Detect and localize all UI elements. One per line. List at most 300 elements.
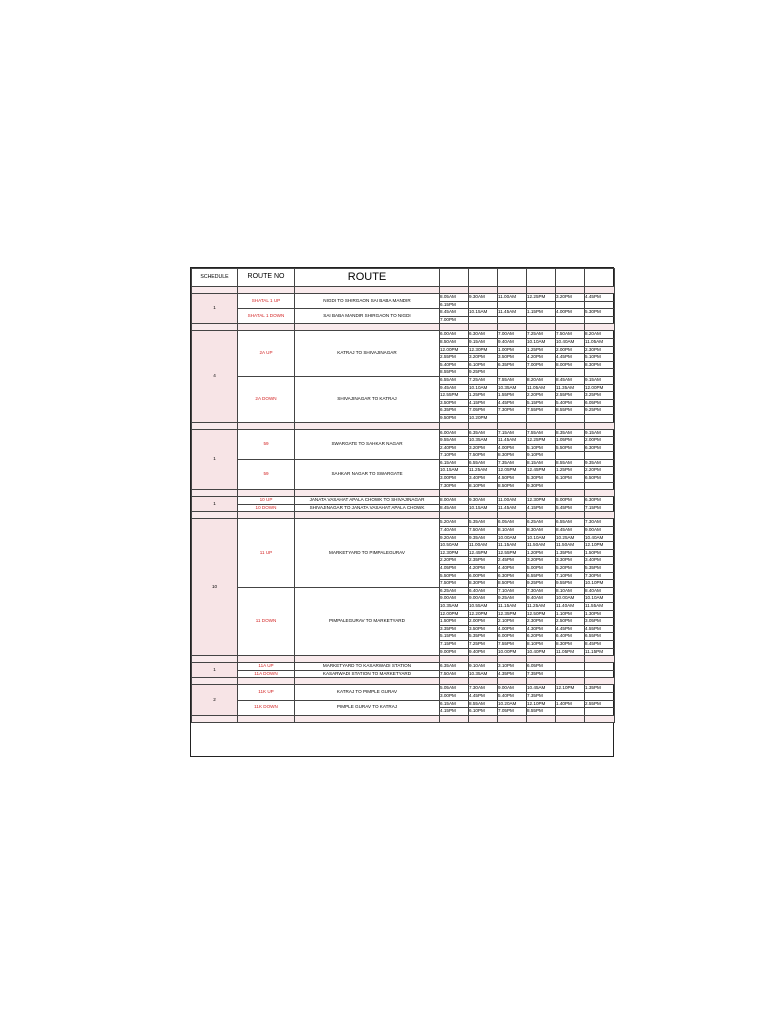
- departure-time: 12.45PM: [469, 549, 498, 557]
- route-name: MARKETYARD TO PIMPALEGURAV: [295, 519, 440, 587]
- departure-time: 6.30PM: [498, 572, 527, 580]
- departure-time: 1.30PM: [585, 610, 615, 618]
- departure-time: 11.15AM: [498, 602, 527, 610]
- departure-time: 10.40AM: [556, 338, 585, 346]
- route-name: MARKETYARD TO KASARWADI STATION: [295, 663, 440, 671]
- departure-time: 5.20PM: [556, 565, 585, 573]
- departure-time: 8.10AM: [498, 527, 527, 535]
- departure-time: 7.25AM: [527, 331, 556, 339]
- departure-time: 1.50PM: [585, 549, 615, 557]
- departure-time: 11.50AM: [527, 542, 556, 550]
- departure-time: 10.25AM: [556, 534, 585, 542]
- departure-time: 6.00PM: [498, 633, 527, 641]
- departure-time: [556, 316, 585, 324]
- departure-time: 5.45PM: [556, 504, 585, 512]
- departure-time: [585, 369, 615, 377]
- departure-time: 6.35PM: [440, 407, 469, 415]
- departure-time: 6.30PM: [585, 497, 615, 505]
- departure-time: 3.40PM: [469, 475, 498, 483]
- departure-time: 10.15AM: [469, 309, 498, 317]
- departure-time: 8.15AM: [527, 459, 556, 467]
- departure-time: [556, 663, 585, 671]
- departure-time: 8.20AM: [527, 376, 556, 384]
- departure-time: 5.30PM: [527, 475, 556, 483]
- departure-time: 2.45PM: [498, 557, 527, 565]
- departure-time: 6.25AM: [527, 519, 556, 527]
- departure-time: 12.50PM: [527, 610, 556, 618]
- route-number: 11A UP: [238, 663, 295, 671]
- departure-time: 5.40PM: [440, 361, 469, 369]
- departure-time: 8.45AM: [556, 527, 585, 535]
- departure-time: 2.55PM: [556, 392, 585, 400]
- departure-time: 8.00PM: [556, 361, 585, 369]
- departure-time: 7.40AM: [440, 527, 469, 535]
- departure-time: 8.10PM: [527, 640, 556, 648]
- table-row: [192, 376, 615, 384]
- departure-time: 12.30PM: [469, 346, 498, 354]
- departure-time: 2.40PM: [440, 444, 469, 452]
- departure-time: 7.55PM: [527, 407, 556, 415]
- departure-time: 12.05PM: [498, 467, 527, 475]
- departure-time: 6.10PM: [469, 361, 498, 369]
- departure-time: 3.05PM: [585, 618, 615, 626]
- departure-time: 8.50PM: [498, 580, 527, 588]
- departure-time: 6.05AM: [498, 519, 527, 527]
- departure-time: 10.55AM: [469, 602, 498, 610]
- schedule-count: 1: [192, 497, 238, 512]
- departure-time: 7.00AM: [498, 331, 527, 339]
- departure-time: 2.50PM: [556, 618, 585, 626]
- departure-time: 9.25PM: [469, 369, 498, 377]
- departure-time: 3.30PM: [556, 557, 585, 565]
- schedule-table: [191, 268, 615, 723]
- departure-time: 11.45AM: [498, 309, 527, 317]
- departure-time: 6.55AM: [556, 519, 585, 527]
- table-row: [192, 663, 615, 671]
- table-row: [192, 700, 615, 708]
- departure-time: 5.50PM: [440, 572, 469, 580]
- departure-time: 9.50PM: [440, 414, 469, 422]
- departure-time: [556, 670, 585, 678]
- departure-time: 2.20PM: [440, 557, 469, 565]
- departure-time: 7.30AM: [527, 587, 556, 595]
- departure-time: 7.50AM: [469, 527, 498, 535]
- departure-time: 7.35PM: [527, 670, 556, 678]
- departure-time: [585, 482, 615, 490]
- departure-time: 7.35AM: [498, 459, 527, 467]
- departure-time: 8.30AM: [527, 527, 556, 535]
- departure-time: 4.55PM: [585, 625, 615, 633]
- schedule-count: 2: [192, 685, 238, 715]
- departure-time: 4.40PM: [498, 565, 527, 573]
- departure-time: [527, 316, 556, 324]
- table-row: [192, 670, 615, 678]
- departure-time: 6.00PM: [469, 572, 498, 580]
- departure-time: 1.50PM: [440, 618, 469, 626]
- departure-time: 7.30AM: [469, 685, 498, 693]
- departure-time: 6.05PM: [585, 399, 615, 407]
- departure-time: 11.00AM: [469, 542, 498, 550]
- departure-time: 3.00PM: [440, 692, 469, 700]
- departure-time: 7.00PM: [527, 361, 556, 369]
- departure-time: 5.00PM: [527, 565, 556, 573]
- table-row: [192, 519, 615, 527]
- header-route-no: ROUTE NO: [238, 269, 295, 287]
- route-name: KATRAJ TO SHIVAJINAGAR: [295, 331, 440, 377]
- departure-time: 3.20PM: [469, 444, 498, 452]
- departure-time: 9.30AM: [469, 497, 498, 505]
- departure-time: 5.15PM: [527, 399, 556, 407]
- departure-time: 12.35PM: [498, 610, 527, 618]
- departure-time: 7.50AM: [556, 331, 585, 339]
- route-number: 59: [238, 459, 295, 489]
- departure-time: 5.40PM: [498, 692, 527, 700]
- departure-time: 7.05PM: [469, 407, 498, 415]
- route-number: 59: [238, 429, 295, 459]
- departure-time: 10.35AM: [469, 670, 498, 678]
- departure-time: 12.55PM: [440, 392, 469, 400]
- departure-time: 6.55AM: [469, 459, 498, 467]
- departure-time: 11.25AM: [469, 467, 498, 475]
- departure-time: 5.10PM: [527, 444, 556, 452]
- departure-time: 9.35AM: [469, 534, 498, 542]
- departure-time: 6.15AM: [440, 700, 469, 708]
- departure-time: 12.20PM: [469, 610, 498, 618]
- departure-time: 10.15AM: [469, 504, 498, 512]
- departure-time: 10.40AM: [585, 534, 615, 542]
- departure-time: 7.15AM: [498, 429, 527, 437]
- departure-time: 2.20PM: [527, 392, 556, 400]
- departure-time: [585, 708, 615, 716]
- departure-time: 8.30PM: [585, 361, 615, 369]
- departure-time: 7.15PM: [440, 640, 469, 648]
- departure-time: 7.30PM: [585, 572, 615, 580]
- schedule-count: 10: [192, 519, 238, 656]
- departure-time: 1.25PM: [527, 346, 556, 354]
- route-name: SAHKAR NAGAR TO SWARGATE: [295, 459, 440, 489]
- table-row: [192, 497, 615, 505]
- table-row: [192, 459, 615, 467]
- separator-row: [192, 490, 615, 497]
- departure-time: 5.30PM: [585, 309, 615, 317]
- route-name: SHIVAJINAGAR TO JANATA VASAHAT APALA CHOWK: [295, 504, 440, 512]
- route-name: KASARWADI STATION TO MARKETYARD: [295, 670, 440, 678]
- departure-time: [556, 482, 585, 490]
- departure-time: 5.20AM: [440, 519, 469, 527]
- departure-time: 6.35AM: [469, 429, 498, 437]
- departure-time: [498, 369, 527, 377]
- separator-row: [192, 715, 615, 722]
- departure-time: 6.35PM: [498, 361, 527, 369]
- table-row: [192, 429, 615, 437]
- departure-time: [556, 369, 585, 377]
- departure-time: 5.10PM: [585, 354, 615, 362]
- departure-time: 6.55PM: [585, 633, 615, 641]
- header-route: ROUTE: [295, 269, 440, 287]
- route-name: PIMPLE GURAV TO KATRAJ: [295, 700, 440, 715]
- departure-time: [527, 414, 556, 422]
- departure-time: 9.00PM: [440, 648, 469, 656]
- departure-time: 5.35AM: [469, 519, 498, 527]
- departure-time: 4.45PM: [556, 625, 585, 633]
- departure-time: [556, 452, 585, 460]
- departure-time: 7.25AM: [469, 376, 498, 384]
- departure-time: 9.35AM: [585, 459, 615, 467]
- departure-time: 4.00PM: [556, 309, 585, 317]
- departure-time: 8.40AM: [585, 587, 615, 595]
- departure-time: 8.45PM: [585, 640, 615, 648]
- departure-time: 7.05PM: [498, 708, 527, 716]
- departure-time: 4.20PM: [469, 565, 498, 573]
- table-row: [192, 504, 615, 512]
- departure-time: 11.15AM: [498, 542, 527, 550]
- departure-time: 6.10PM: [469, 708, 498, 716]
- departure-time: 7.15PM: [585, 504, 615, 512]
- departure-time: 8.10PM: [469, 482, 498, 490]
- departure-time: 9.55AM: [440, 437, 469, 445]
- departure-time: 6.15AM: [440, 459, 469, 467]
- departure-time: [585, 301, 615, 309]
- departure-time: 9.00AM: [440, 595, 469, 603]
- departure-time: 11.00AM: [498, 497, 527, 505]
- departure-time: 8.00AM: [440, 497, 469, 505]
- departure-time: 1.35PM: [556, 549, 585, 557]
- departure-time: 9.15AM: [585, 376, 615, 384]
- departure-time: 8.45AM: [556, 376, 585, 384]
- route-number: 10 DOWN: [238, 504, 295, 512]
- departure-time: 9.40AM: [527, 595, 556, 603]
- departure-time: 12.10PM: [556, 685, 585, 693]
- departure-time: 10.45AM: [527, 685, 556, 693]
- departure-time: 12.45PM: [527, 467, 556, 475]
- departure-time: 3.10PM: [498, 663, 527, 671]
- departure-time: [469, 301, 498, 309]
- departure-time: 2.00PM: [556, 346, 585, 354]
- departure-time: 6.30AM: [469, 331, 498, 339]
- route-name: KATRAJ TO PIMPLE GURAV: [295, 685, 440, 700]
- departure-time: 1.05PM: [556, 437, 585, 445]
- departure-time: 10.10AM: [527, 338, 556, 346]
- route-name: SHIVAJINAGAR TO KATRAJ: [295, 376, 440, 422]
- departure-time: 7.10AM: [498, 587, 527, 595]
- departure-time: 6.55PM: [527, 572, 556, 580]
- departure-time: 10.20AM: [498, 700, 527, 708]
- route-number: 11 DOWN: [238, 587, 295, 655]
- departure-time: 9.25AM: [498, 595, 527, 603]
- departure-time: 9.00AM: [498, 685, 527, 693]
- route-number: 2A DOWN: [238, 376, 295, 422]
- departure-time: 12.00PM: [585, 384, 615, 392]
- departure-time: 5.40PM: [556, 399, 585, 407]
- route-number: 11 UP: [238, 519, 295, 587]
- departure-time: 7.00PM: [440, 316, 469, 324]
- table-row: [192, 309, 615, 317]
- separator-row: [192, 656, 615, 663]
- departure-time: 11.05AM: [585, 338, 615, 346]
- route-number: 11K UP: [238, 685, 295, 700]
- schedule-count: 1: [192, 294, 238, 324]
- departure-time: 1.40PM: [556, 700, 585, 708]
- departure-time: 1.25PM: [556, 467, 585, 475]
- departure-time: 6.05PM: [527, 663, 556, 671]
- departure-time: 2.55PM: [585, 700, 615, 708]
- departure-time: [498, 301, 527, 309]
- departure-time: 7.10PM: [440, 452, 469, 460]
- departure-time: 6.50PM: [585, 475, 615, 483]
- departure-time: 3.50PM: [498, 354, 527, 362]
- departure-time: 4.15PM: [440, 708, 469, 716]
- departure-time: 2.35PM: [469, 557, 498, 565]
- separator-row: [192, 678, 615, 685]
- departure-time: 12.30PM: [527, 497, 556, 505]
- departure-time: 7.55AM: [498, 376, 527, 384]
- separator-row: [192, 422, 615, 429]
- departure-time: 1.00PM: [498, 346, 527, 354]
- departure-time: 9.10PM: [527, 452, 556, 460]
- departure-time: 11.55AM: [585, 602, 615, 610]
- departure-time: 2.10PM: [498, 618, 527, 626]
- departure-time: 2.30PM: [527, 618, 556, 626]
- departure-time: 12.30PM: [440, 549, 469, 557]
- departure-time: 8.55AM: [469, 700, 498, 708]
- route-number: SHATAL 1 DOWN: [238, 309, 295, 324]
- departure-time: 4.30PM: [527, 625, 556, 633]
- departure-time: 1.20PM: [527, 549, 556, 557]
- departure-time: 11.05AM: [527, 384, 556, 392]
- departure-time: 8.50PM: [498, 482, 527, 490]
- departure-time: 5.35PM: [585, 565, 615, 573]
- departure-time: 6.40PM: [556, 633, 585, 641]
- departure-time: 10.35AM: [469, 437, 498, 445]
- departure-time: 3.25PM: [585, 392, 615, 400]
- departure-time: 10.50AM: [440, 542, 469, 550]
- departure-time: 8.20AM: [585, 331, 615, 339]
- departure-time: 3.50PM: [440, 399, 469, 407]
- departure-time: 4.05PM: [440, 565, 469, 573]
- route-number: SHATAL 1 UP: [238, 294, 295, 309]
- departure-time: 9.00AM: [469, 595, 498, 603]
- route-number: 11K DOWN: [238, 700, 295, 715]
- header-schedule: SCHEDULE: [192, 269, 238, 287]
- departure-time: 9.20AM: [440, 534, 469, 542]
- departure-time: 12.10PM: [585, 542, 615, 550]
- departure-time: 3.00PM: [440, 475, 469, 483]
- departure-time: 5.15PM: [440, 633, 469, 641]
- departure-time: 6.35AM: [440, 663, 469, 671]
- departure-time: 1.10PM: [556, 610, 585, 618]
- departure-time: [498, 414, 527, 422]
- route-number: 10 UP: [238, 497, 295, 505]
- route-number: 11A DOWN: [238, 670, 295, 678]
- departure-time: 7.35PM: [527, 692, 556, 700]
- departure-time: [585, 414, 615, 422]
- departure-time: 11.40AM: [556, 602, 585, 610]
- departure-time: 11.50AM: [556, 542, 585, 550]
- departure-time: 2.55PM: [440, 354, 469, 362]
- departure-time: [556, 414, 585, 422]
- departure-time: 9.30PM: [527, 482, 556, 490]
- departure-time: 11.45AM: [498, 437, 527, 445]
- departure-time: 8.55PM: [527, 708, 556, 716]
- departure-time: 4.45PM: [498, 399, 527, 407]
- departure-time: 8.45AM: [440, 309, 469, 317]
- departure-time: [585, 452, 615, 460]
- departure-time: 12.25PM: [527, 437, 556, 445]
- table-row: [192, 587, 615, 595]
- departure-time: 10.10AM: [527, 534, 556, 542]
- departure-time: 3.40PM: [585, 557, 615, 565]
- departure-time: 9.10AM: [469, 663, 498, 671]
- departure-time: 12.25PM: [527, 294, 556, 302]
- departure-time: 9.45AM: [440, 384, 469, 392]
- departure-time: 10.00PM: [498, 648, 527, 656]
- departure-time: 4.45PM: [469, 692, 498, 700]
- departure-time: [585, 316, 615, 324]
- schedule-count: 4: [192, 331, 238, 422]
- departure-time: 6.40AM: [469, 587, 498, 595]
- route-name: PIMPALEGURAV TO MARKETYARD: [295, 587, 440, 655]
- departure-time: 11.45AM: [498, 504, 527, 512]
- bus-schedule-sheet: [190, 267, 614, 757]
- departure-time: 11.35AM: [556, 384, 585, 392]
- departure-time: [527, 301, 556, 309]
- route-number: 2A UP: [238, 331, 295, 377]
- departure-time: 12.00PM: [440, 346, 469, 354]
- route-name: NIGDI TO SHIRGAON SAI BABA MANDIR: [295, 294, 440, 309]
- departure-time: 2.00PM: [469, 618, 498, 626]
- departure-time: 6.25AM: [440, 587, 469, 595]
- departure-time: 4.00PM: [498, 444, 527, 452]
- departure-time: 6.55AM: [440, 376, 469, 384]
- departure-time: 4.45PM: [556, 354, 585, 362]
- departure-time: 8.05AM: [440, 294, 469, 302]
- departure-time: 9.15AM: [585, 429, 615, 437]
- departure-time: 2.00PM: [585, 437, 615, 445]
- departure-time: [469, 316, 498, 324]
- departure-time: 1.25PM: [469, 392, 498, 400]
- departure-time: 8.55PM: [556, 407, 585, 415]
- route-name: JANATA VASAHAT APALA CHOWK TO SHIVAJINAGAR: [295, 497, 440, 505]
- departure-time: 9.55PM: [556, 580, 585, 588]
- separator-row: [192, 512, 615, 519]
- departure-time: 10.10AM: [585, 595, 615, 603]
- departure-time: 1.15PM: [527, 309, 556, 317]
- departure-time: 8.30PM: [556, 640, 585, 648]
- departure-time: 6.30PM: [585, 444, 615, 452]
- departure-time: 5.05AM: [440, 685, 469, 693]
- departure-time: 7.10PM: [556, 572, 585, 580]
- departure-time: 12.10PM: [527, 700, 556, 708]
- departure-time: 5.50PM: [556, 444, 585, 452]
- departure-time: 7.30PM: [498, 407, 527, 415]
- route-name: SAI BABA MANDIR SHIRGAON TO NIGDI: [295, 309, 440, 324]
- departure-time: 4.00PM: [498, 625, 527, 633]
- departure-time: 7.55AM: [527, 429, 556, 437]
- departure-time: 7.50PM: [469, 452, 498, 460]
- departure-time: 7.30AM: [585, 519, 615, 527]
- departure-time: 11.15PM: [585, 648, 615, 656]
- departure-time: 4.50PM: [498, 475, 527, 483]
- table-row: [192, 294, 615, 302]
- departure-time: 3.20PM: [469, 354, 498, 362]
- departure-time: 11.00AM: [498, 294, 527, 302]
- departure-time: 11.25AM: [527, 602, 556, 610]
- departure-time: 10.00AM: [556, 595, 585, 603]
- departure-time: 8.30PM: [498, 452, 527, 460]
- separator-row: [192, 287, 615, 294]
- departure-time: 1.55PM: [498, 392, 527, 400]
- departure-time: 3.50PM: [469, 625, 498, 633]
